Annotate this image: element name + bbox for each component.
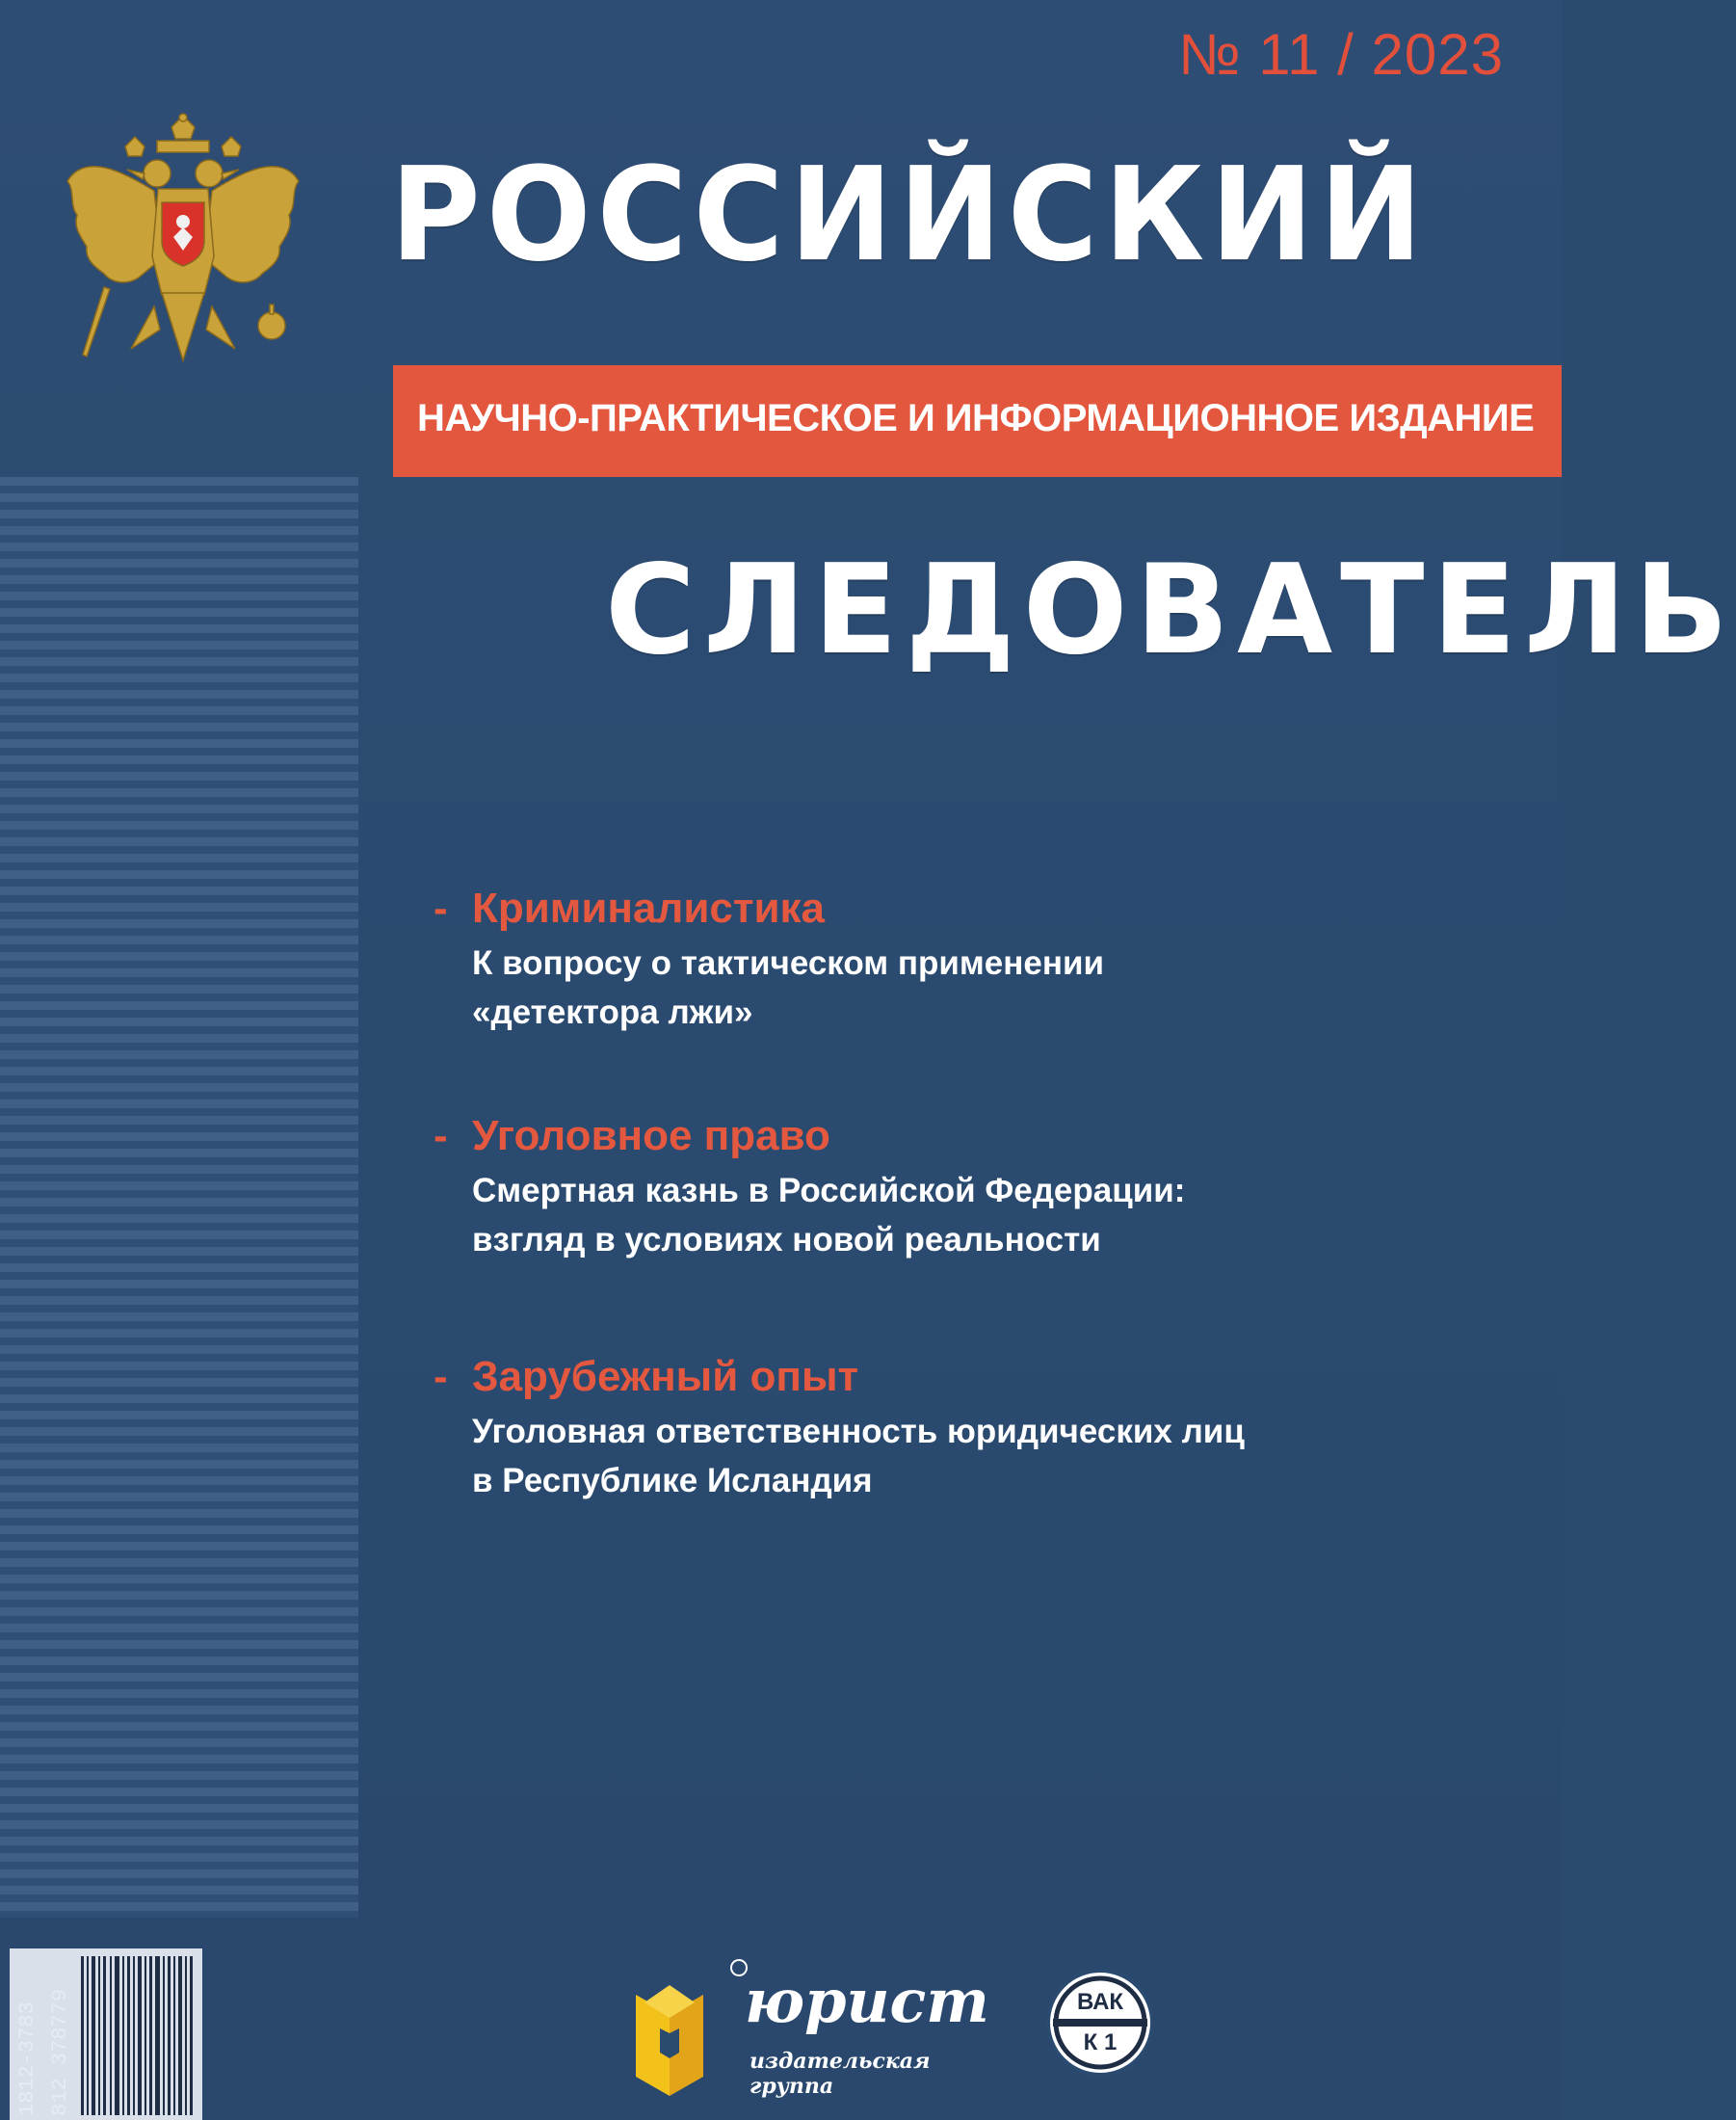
publisher-subtitle: издательская группа	[750, 2049, 931, 2099]
section-line: Уголовная ответственность юридических лиц	[472, 1413, 1245, 1450]
magazine-title-main: СЛЕДОВАТЕЛЬ	[605, 539, 1736, 682]
issue-number: № 11 / 2023	[1178, 22, 1504, 87]
barcode-number: 1812-3783	[15, 2001, 39, 2116]
subtitle-band-text: НАУЧНО-ПРАКТИЧЕСКОЕ И ИНФОРМАЦИОННОЕ ИЗДАНИЕ	[417, 397, 1535, 439]
section-heading: Криминалистика	[472, 885, 825, 932]
section-foreign-experience	[434, 1353, 1245, 1505]
publisher-name: юрист	[745, 1966, 989, 2036]
section-line: в Республике Исландия	[472, 1462, 873, 1499]
section-criminal-law	[434, 1112, 1185, 1264]
striped-band	[0, 477, 358, 1918]
section-line: «детектора лжи»	[472, 994, 753, 1031]
vak-badge-bottom: К 1	[1083, 2029, 1118, 2055]
coat-of-arms-icon	[66, 114, 302, 379]
section-dash: -	[434, 1112, 448, 1159]
vak-badge-icon	[1043, 1966, 1157, 2080]
section-criminalistics	[434, 885, 1104, 1037]
magazine-title-top: РОССИЙСКИЙ	[390, 140, 1429, 291]
barcode-number: 812 378779	[48, 1988, 72, 2116]
section-heading: Уголовное право	[472, 1112, 830, 1159]
section-dash: -	[434, 885, 448, 932]
section-line: К вопросу о тактическом применении	[472, 944, 1105, 982]
section-heading: Зарубежный опыт	[472, 1353, 859, 1400]
section-dash: -	[434, 1353, 448, 1400]
section-line: Смертная казнь в Российской Федерации:	[472, 1172, 1186, 1209]
vak-badge-top: ВАК	[1076, 1989, 1124, 2015]
section-line: взгляд в условиях новой реальности	[472, 1221, 1101, 1259]
